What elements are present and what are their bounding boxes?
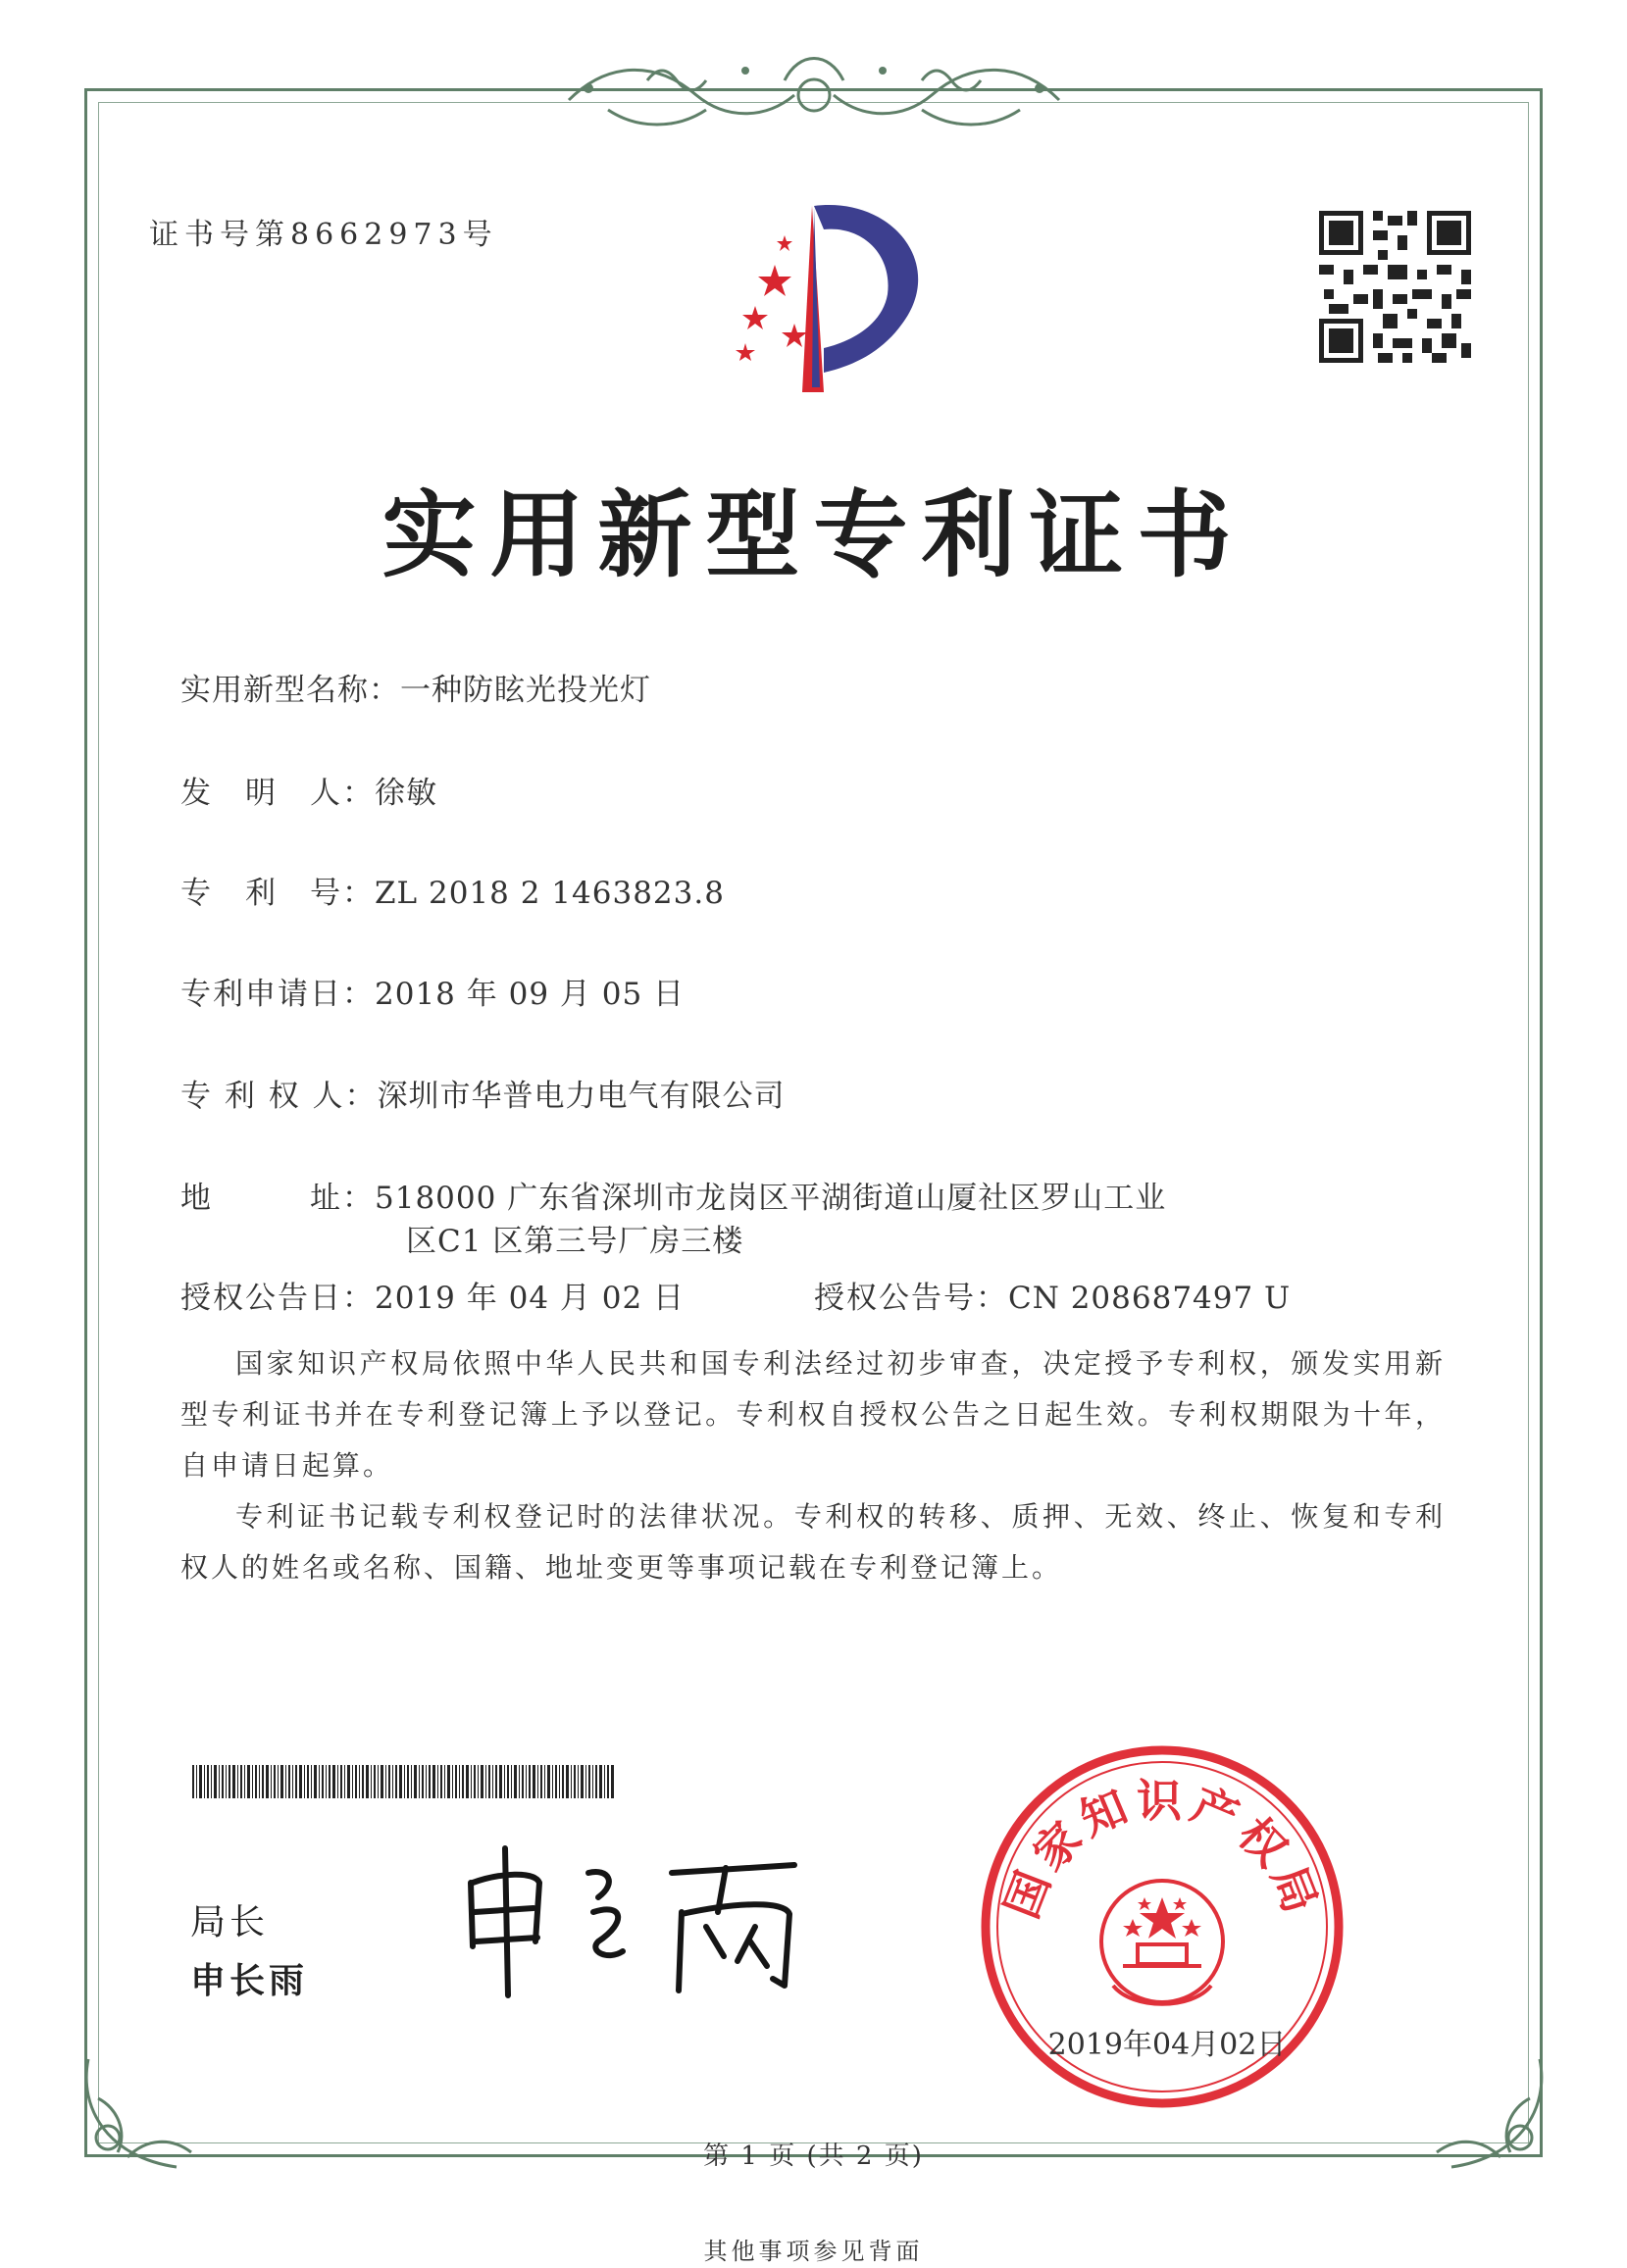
utility-model-name-row <box>180 665 651 709</box>
barcode-icon <box>192 1765 614 1798</box>
patentee-value: 深圳市华普电力电气有限公司 <box>377 1079 786 1114</box>
certificate-title: 实用新型专利证书 <box>381 479 1246 590</box>
address-line-2: 区C1 区第三号厂房三楼 <box>406 1224 744 1259</box>
patent-office-emblem-icon <box>686 196 941 402</box>
director-name: 申长雨 <box>190 1961 309 2001</box>
utility-model-name-value: 一种防眩光投光灯 <box>400 673 651 708</box>
inventor-value: 徐敏 <box>375 776 437 811</box>
director-signature <box>461 1843 814 2000</box>
application-date-value: 2018 年 09 月 05 日 <box>375 977 686 1012</box>
inventor-label: 发 明 人： <box>180 776 375 811</box>
top-ornament-icon <box>549 41 1079 139</box>
grant-number-label: 授权公告号： <box>814 1281 1008 1316</box>
application-date-label: 专利申请日： <box>180 977 375 1012</box>
address-line-1: 518000 广东省深圳市龙岗区平湖街道山厦社区罗山工业 <box>375 1181 1167 1216</box>
seal-text: 国家知识产权局 <box>994 1774 1330 1926</box>
inventor-row <box>180 768 437 812</box>
patentee-row <box>180 1071 786 1115</box>
footer-note: 其他事项参见背面 <box>703 2238 924 2265</box>
grant-date-value: 2019 年 04 月 02 日 <box>375 1281 686 1316</box>
body-paragraph: 国家知识产权局依照中华人民共和国专利法经过初步审查，决定授予专利权，颁发实用新型专利证书并在专利登记簿上予以登记。专利权自授权公告之日起生效。专利权期限为十年，自申请日起算。 <box>180 1347 1446 1482</box>
director-title: 局长 <box>190 1902 270 1942</box>
patent-number-value: ZL 2018 2 1463823.8 <box>375 876 725 911</box>
patent-number-label: 专 利 号： <box>180 876 375 911</box>
grant-date-label: 授权公告日： <box>180 1281 375 1316</box>
body-paragraph: 专利证书记载专利权登记时的法律状况。专利权的转移、质押、无效、终止、恢复和专利权人的姓名或名称、国籍、地址变更等事项记载在专利登记簿上。 <box>180 1500 1446 1584</box>
patentee-label: 专 利 权 人： <box>180 1079 378 1114</box>
grant-number-row <box>814 1273 1291 1317</box>
certificate-number: 证书号第8662973号 <box>149 218 498 252</box>
address-label: 地 址： <box>180 1181 375 1216</box>
seal-date: 2019年04月02日 <box>1047 2028 1287 2062</box>
address-row <box>180 1173 1166 1217</box>
patent-number-row <box>180 868 725 912</box>
grant-number-value: CN 208687497 U <box>1008 1281 1292 1316</box>
qr-code-icon <box>1314 206 1476 368</box>
application-date-row <box>180 969 685 1013</box>
page-number: 第 1 页 (共 2 页) <box>703 2142 924 2171</box>
utility-model-name-label: 实用新型名称： <box>180 673 400 708</box>
grant-date-row <box>180 1273 685 1317</box>
certificate-body <box>180 1338 1446 1593</box>
